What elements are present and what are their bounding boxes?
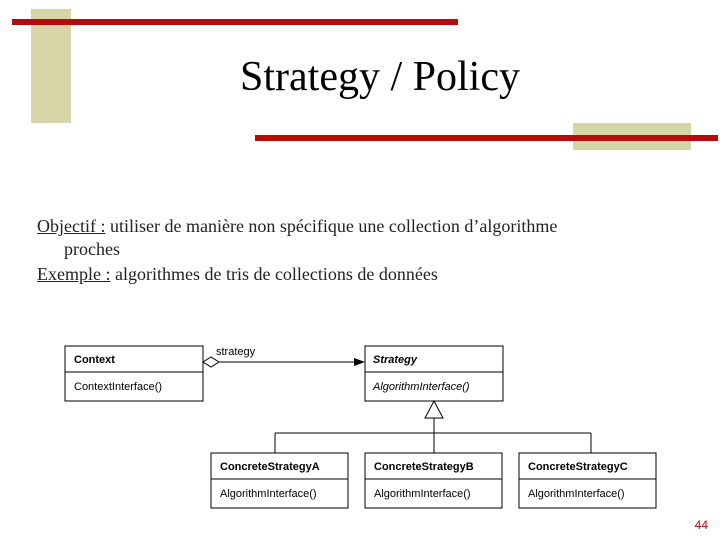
objective-continuation: proches bbox=[64, 239, 120, 259]
inheritance bbox=[275, 401, 591, 453]
class-name: ConcreteStrategyB bbox=[374, 461, 474, 473]
association-strategy bbox=[203, 346, 365, 367]
association-label: strategy bbox=[216, 346, 256, 358]
class-concrete-strategy-c bbox=[519, 453, 656, 508]
example-text: algorithmes de tris de collections de données bbox=[114, 264, 438, 284]
class-name: ConcreteStrategyC bbox=[528, 461, 628, 473]
class-operation: ContextInterface() bbox=[74, 381, 163, 393]
objective-label: Objectif : bbox=[37, 216, 106, 236]
class-name: ConcreteStrategyA bbox=[220, 461, 320, 473]
arrowhead-icon bbox=[354, 358, 365, 366]
class-operation: AlgorithmInterface() bbox=[373, 381, 470, 393]
inheritance-triangle-icon bbox=[425, 401, 443, 418]
class-concrete-strategy-a bbox=[211, 453, 348, 508]
class-operation: AlgorithmInterface() bbox=[220, 488, 317, 500]
class-concrete-strategy-b bbox=[365, 453, 502, 508]
class-name: Strategy bbox=[373, 354, 418, 366]
example-label: Exemple : bbox=[37, 264, 111, 284]
class-operation: AlgorithmInterface() bbox=[374, 488, 471, 500]
slide-title: Strategy / Policy bbox=[240, 54, 520, 100]
class-operation: AlgorithmInterface() bbox=[528, 488, 625, 500]
objective-text: utiliser de manière non spécifique une collection d’algorithme bbox=[109, 216, 558, 236]
class-strategy bbox=[365, 346, 503, 401]
page-number: 44 bbox=[694, 518, 708, 532]
class-name: Context bbox=[74, 354, 115, 366]
class-context bbox=[65, 346, 203, 401]
aggregation-diamond-icon bbox=[203, 357, 219, 367]
